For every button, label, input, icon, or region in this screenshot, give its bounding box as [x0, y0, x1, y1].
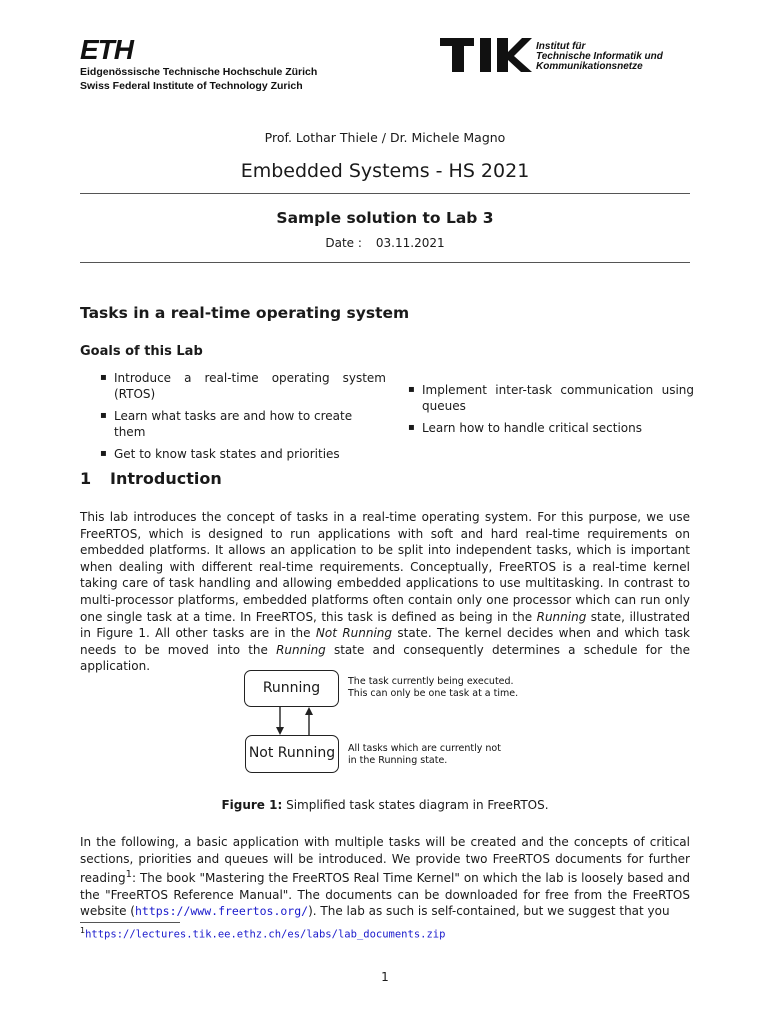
goal-item: ▪ Get to know task states and priorities	[96, 446, 386, 462]
intro-paragraph-1: This lab introduces the concept of tasks in a real-time operating system. For this purpose, we use FreeRTOS, which is designed to run applications with soft and hard real-time requirements on embedded platforms. It allows an application to be split into independent tasks, which is important when dealing with different real-time requirements. Conceptually, FreeRTOS is a real-time kernel taking care of task handling and allowing embedded applications to use multitasking. In contrast to multi-processor platforms, embedded platforms often contain only one processor which can run only one single task at a time. In FreeRTOS, this task is defined as being in the Running state, illustrated in Figure 1. All other tasks are in the Not Running state. The kernel decides when and which task needs to be moved into the Running state and consequently determines a schedule for the application.	[80, 510, 690, 674]
eth-name-english: Swiss Federal Institute of Technology Zurich	[80, 80, 303, 92]
goals-list-left	[96, 370, 386, 462]
figure-caption	[0, 798, 770, 812]
section-title: Tasks in a real-time operating system	[80, 304, 410, 322]
goals-heading: Goals of this Lab	[80, 344, 203, 359]
arrow-down-icon	[276, 727, 284, 735]
term-running: Running	[276, 642, 326, 657]
term-not-running: Not Running	[315, 626, 393, 641]
caption-text: Simplified task states diagram in FreeRTOS.	[286, 798, 549, 812]
caption-label: Figure 1:	[221, 798, 283, 812]
arrow-up-icon	[305, 707, 313, 715]
intro-paragraph-2: In the following, a basic application with multiple tasks will be created and the concepts of critical sections, priorities and queues will be introduced. We provide two FreeRTOS documents for further reading$^1$: The book "Mastering the FreeRTOS Real Time Kernel" on which the lab is loosely based and the "FreeRTOS Reference Manual". The documents can be downloaded for free from the FreeRTOS website (https://www.freertos.org/). The lab as such is self-contained, but we suggest that you	[80, 835, 690, 919]
eth-name-german: Eidgenössische Technische Hochschule Zürich	[80, 66, 318, 78]
course-title: Embedded Systems - HS 2021	[240, 160, 530, 182]
term-running: Running	[536, 609, 587, 624]
tik-logo	[440, 38, 532, 76]
footnote-link[interactable]: https://lectures.tik.ee.ethz.ch/es/labs/lab_documents.zip	[85, 928, 446, 941]
goal-item: ▪ Learn what tasks are and how to create them	[96, 408, 386, 440]
eth-logo: ETH	[80, 34, 133, 65]
footnote	[80, 926, 445, 941]
freertos-link[interactable]: https://www.freertos.org/	[134, 904, 309, 919]
goal-item: ▪ Learn how to handle critical sections	[404, 420, 694, 436]
professors: Prof. Lothar Thiele / Dr. Michele Magno	[264, 130, 506, 145]
title-rule-bottom	[80, 262, 690, 263]
goal-item: ▪ Introduce a real-time operating system (RTOS)	[96, 370, 386, 402]
intro-number: 1	[80, 469, 92, 488]
tik-name-line1: Institut für	[536, 41, 586, 52]
page-number: 1	[381, 970, 389, 984]
footnote-marker: 1	[125, 869, 132, 881]
tik-name-line2: Technische Informatik und	[536, 51, 663, 62]
date-line	[0, 236, 770, 250]
document-subtitle: Sample solution to Lab 3	[276, 209, 494, 227]
note-running: The task currently being executed. This can only be one task at a time.	[348, 676, 519, 699]
state-not-running-box: Not Running	[245, 735, 339, 773]
state-running-box: Running	[244, 670, 339, 707]
goals-list-right	[404, 382, 694, 436]
date-label: Date :	[325, 236, 362, 250]
tik-name-line3: Kommunikationsnetze	[536, 61, 643, 72]
note-not-running: All tasks which are currently not in the Running state.	[348, 743, 501, 766]
state-transition-arrows	[270, 706, 320, 736]
date-value: 03.11.2021	[375, 236, 445, 250]
intro-heading	[80, 469, 222, 488]
footnote-number: 1	[80, 926, 86, 935]
goal-item: ▪ Implement inter-task communication using queues	[404, 382, 694, 414]
footnote-rule	[80, 922, 180, 923]
title-rule-top	[80, 193, 690, 194]
intro-title: Introduction	[110, 469, 222, 488]
